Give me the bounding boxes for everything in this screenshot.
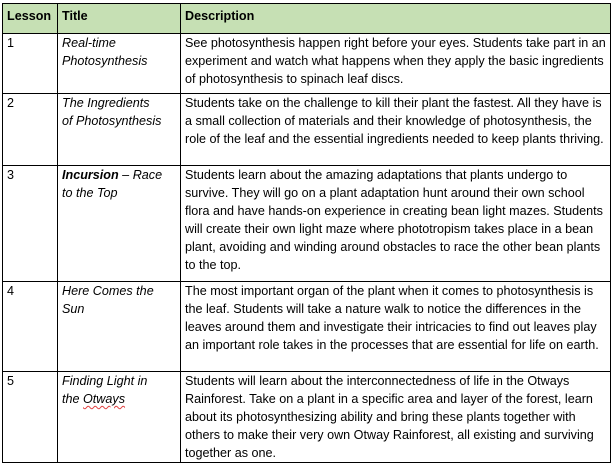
table-row (3, 166, 611, 282)
lesson-title: Incursion – Race to the Top (58, 166, 181, 282)
table-row (3, 372, 611, 463)
header-row (3, 4, 611, 34)
lesson-number: 4 (3, 282, 58, 372)
header-title: Title (58, 4, 181, 34)
header-lesson: Lesson (3, 4, 58, 34)
lesson-number: 2 (3, 94, 58, 166)
lesson-title: Finding Light in the Otways (58, 372, 181, 463)
lesson-description: The most important organ of the plant when it comes to photosynthesis is the leaf. Students will take a nature walk to notice the differences in the leaves around them and investigate their intricacies to find out leaves play an important role takes in the processes that are essential for life on earth. (181, 282, 611, 372)
table-row (3, 94, 611, 166)
lesson-number: 5 (3, 372, 58, 463)
table-row (3, 282, 611, 372)
table-row (3, 34, 611, 94)
header-description: Description (181, 4, 611, 34)
spellcheck-word: Otways (83, 392, 126, 406)
lesson-title: The Ingredients of Photosynthesis (58, 94, 181, 166)
lesson-description: See photosynthesis happen right before your eyes. Students take part in an experiment and watch what happens when they apply the basic ingredients of photosynthesis to spinach leaf discs. (181, 34, 611, 94)
lessons-table (2, 3, 611, 463)
lesson-number: 3 (3, 166, 58, 282)
lesson-title: Here Comes the Sun (58, 282, 181, 372)
lesson-title: Real-time Photosynthesis (58, 34, 181, 94)
lesson-number: 1 (3, 34, 58, 94)
lesson-description: Students will learn about the interconnectedness of life in the Otways Rainforest. Take on a plant in a specific area and layer of the forest, learn about its photosynthesizing ability and bring these plants together with others to make their very own Otway Rainforest, all existing and surviving together as one. (181, 372, 611, 463)
lesson-description: Students take on the challenge to kill their plant the fastest. All they have is a small collection of materials and their knowledge of photosynthesis, the role of the leaf and the essential ingredients needed to keep plants thriving. (181, 94, 611, 166)
lesson-description: Students learn about the amazing adaptations that plants undergo to survive. They will go on a plant adaptation hunt around their own school flora and have hands-on experience in creating bean light mazes. Students will create their own light maze where phototropism takes place in a bean plant, avoiding and winding around obstacles to race the other bean plants to the top. (181, 166, 611, 282)
